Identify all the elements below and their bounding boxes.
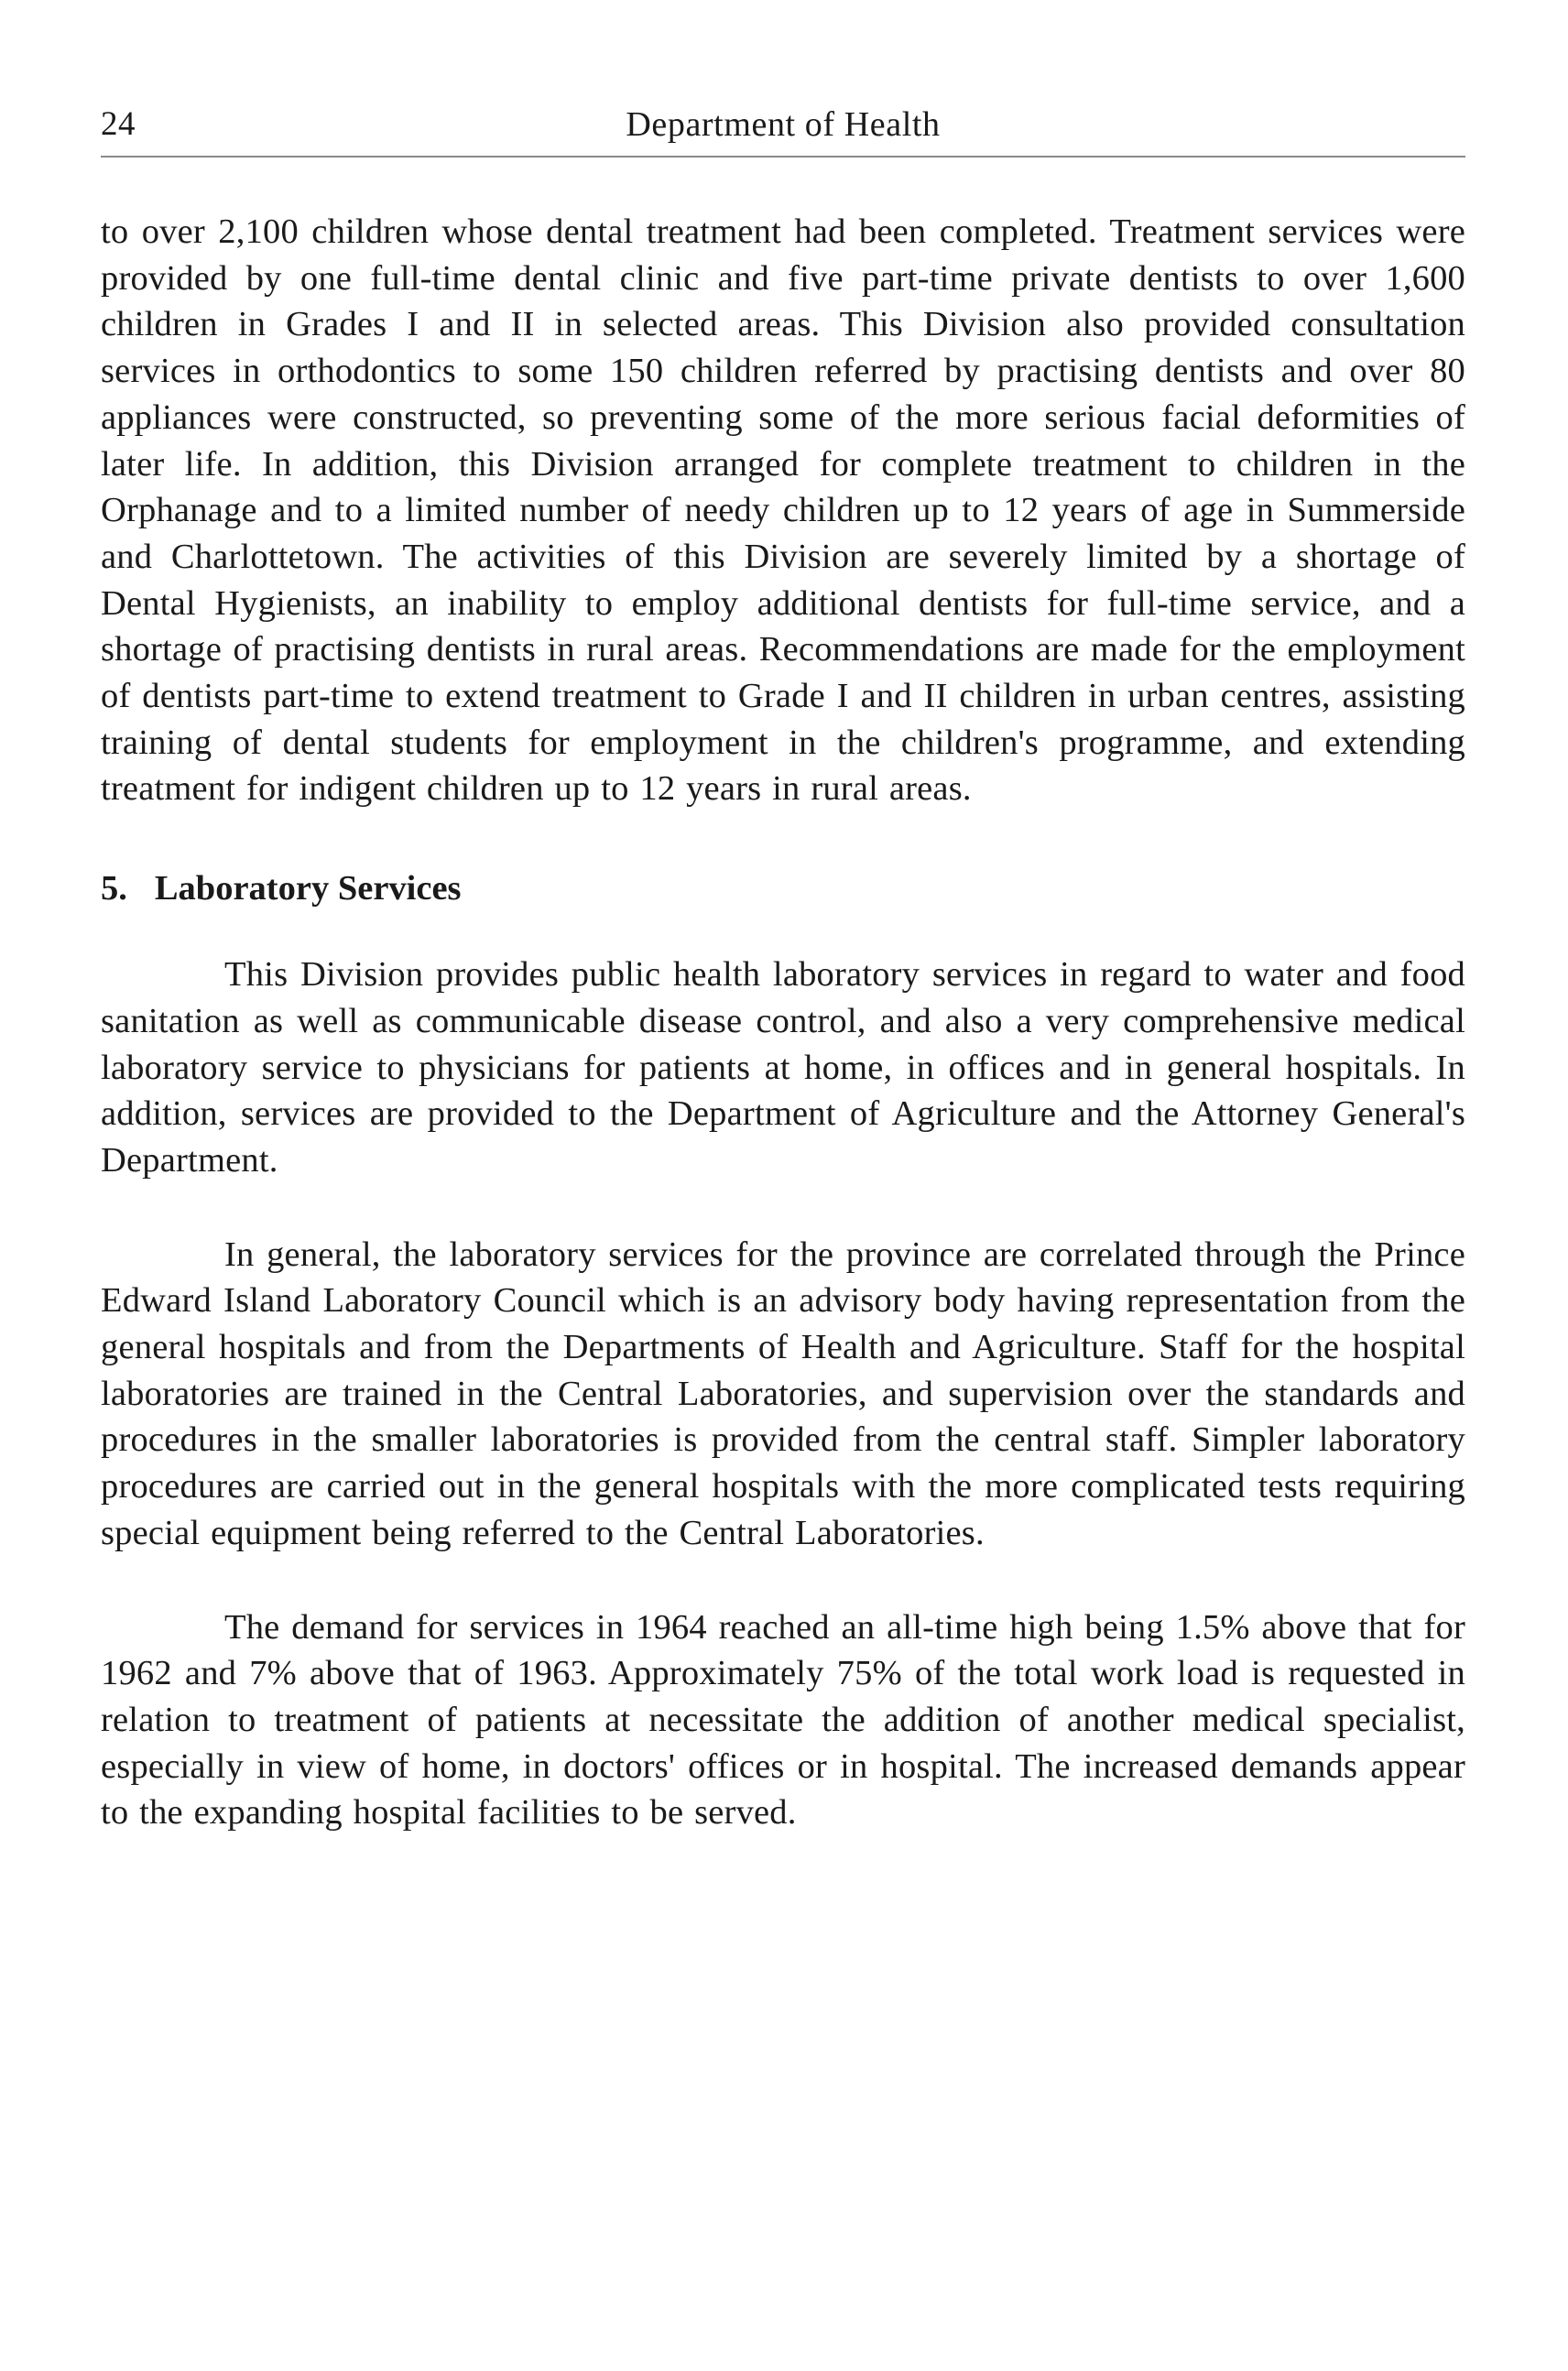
paragraph-lab-intro: This Division provides public health laboratory services in regard to water and food sanitation as well as communicable disease control, and also a very comprehensive medical laboratory service to physicians for patients at home, in offices and in general hospitals. In addition, services are provided to the Department of Agriculture and the Attorney General's Department. <box>101 955 1465 1180</box>
body-text <box>101 209 1465 1836</box>
page-number: 24 <box>101 105 136 143</box>
paragraph-lab-demand: The demand for services in 1964 reached an all-time high being 1.5% above that for 1962 and 7% above that of 1963. Approximately 75% of the total work load is requested in relation to treatment of patients at necessitate the addition of another medical specialist, especially in view of home, in doctors' offices or in hospital. The increased demands appear to the expanding hospital facilities to be served. <box>101 1607 1465 1833</box>
section-heading <box>101 865 1465 911</box>
paragraph-spacer <box>101 1557 1465 1604</box>
paragraph-lab-general: In general, the laboratory services for the province are correlated through the Prince Edward Island Laboratory Council which is an advisory body having representation from the general hospitals and from the Departments of Health and Agriculture. Staff for the hospital laboratories are trained in the Central Laboratories, and supervision over the standards and procedures in the smaller laboratories is provided from the central staff. Simpler laboratory procedures are carried out in the general hospitals with the more complicated tests requiring special equipment being referred to the Central Laboratories. <box>101 1234 1465 1552</box>
running-title: Department of Health <box>626 105 941 144</box>
running-header <box>101 99 1465 150</box>
section-number: 5. <box>101 869 127 908</box>
header-rule <box>101 156 1465 158</box>
paragraph-spacer <box>101 1184 1465 1232</box>
section-title: Laboratory Services <box>154 869 462 908</box>
paragraph-dental-continued: to over 2,100 children whose dental treatment had been completed. Treatment services were provided by one full-time dental clinic and five part-time private dentists to over 1,600 children in Grades I and II in selected areas. This Division also provided consultation services in orthodontics to some 150 children referred by practising dentists and over 80 appliances were constructed, so preventing some of the more serious facial deformities of later life. In addition, this Division arranged for complete treatment to children in the Orphanage and to a limited number of needy children up to 12 years of age in Summerside and Charlottetown. The activities of this Division are severely limited by a shortage of Dental Hygienists, an inability to employ additional dentists for full-time service, and a shortage of practising dentists in rural areas. Recommendations are made for the employment of dentists part-time to extend treatment to Grade I and II children in urban centres, assisting training of dental students for employment in the children's programme, and extending treatment for indigent children up to 12 years in rural areas. <box>101 212 1465 809</box>
